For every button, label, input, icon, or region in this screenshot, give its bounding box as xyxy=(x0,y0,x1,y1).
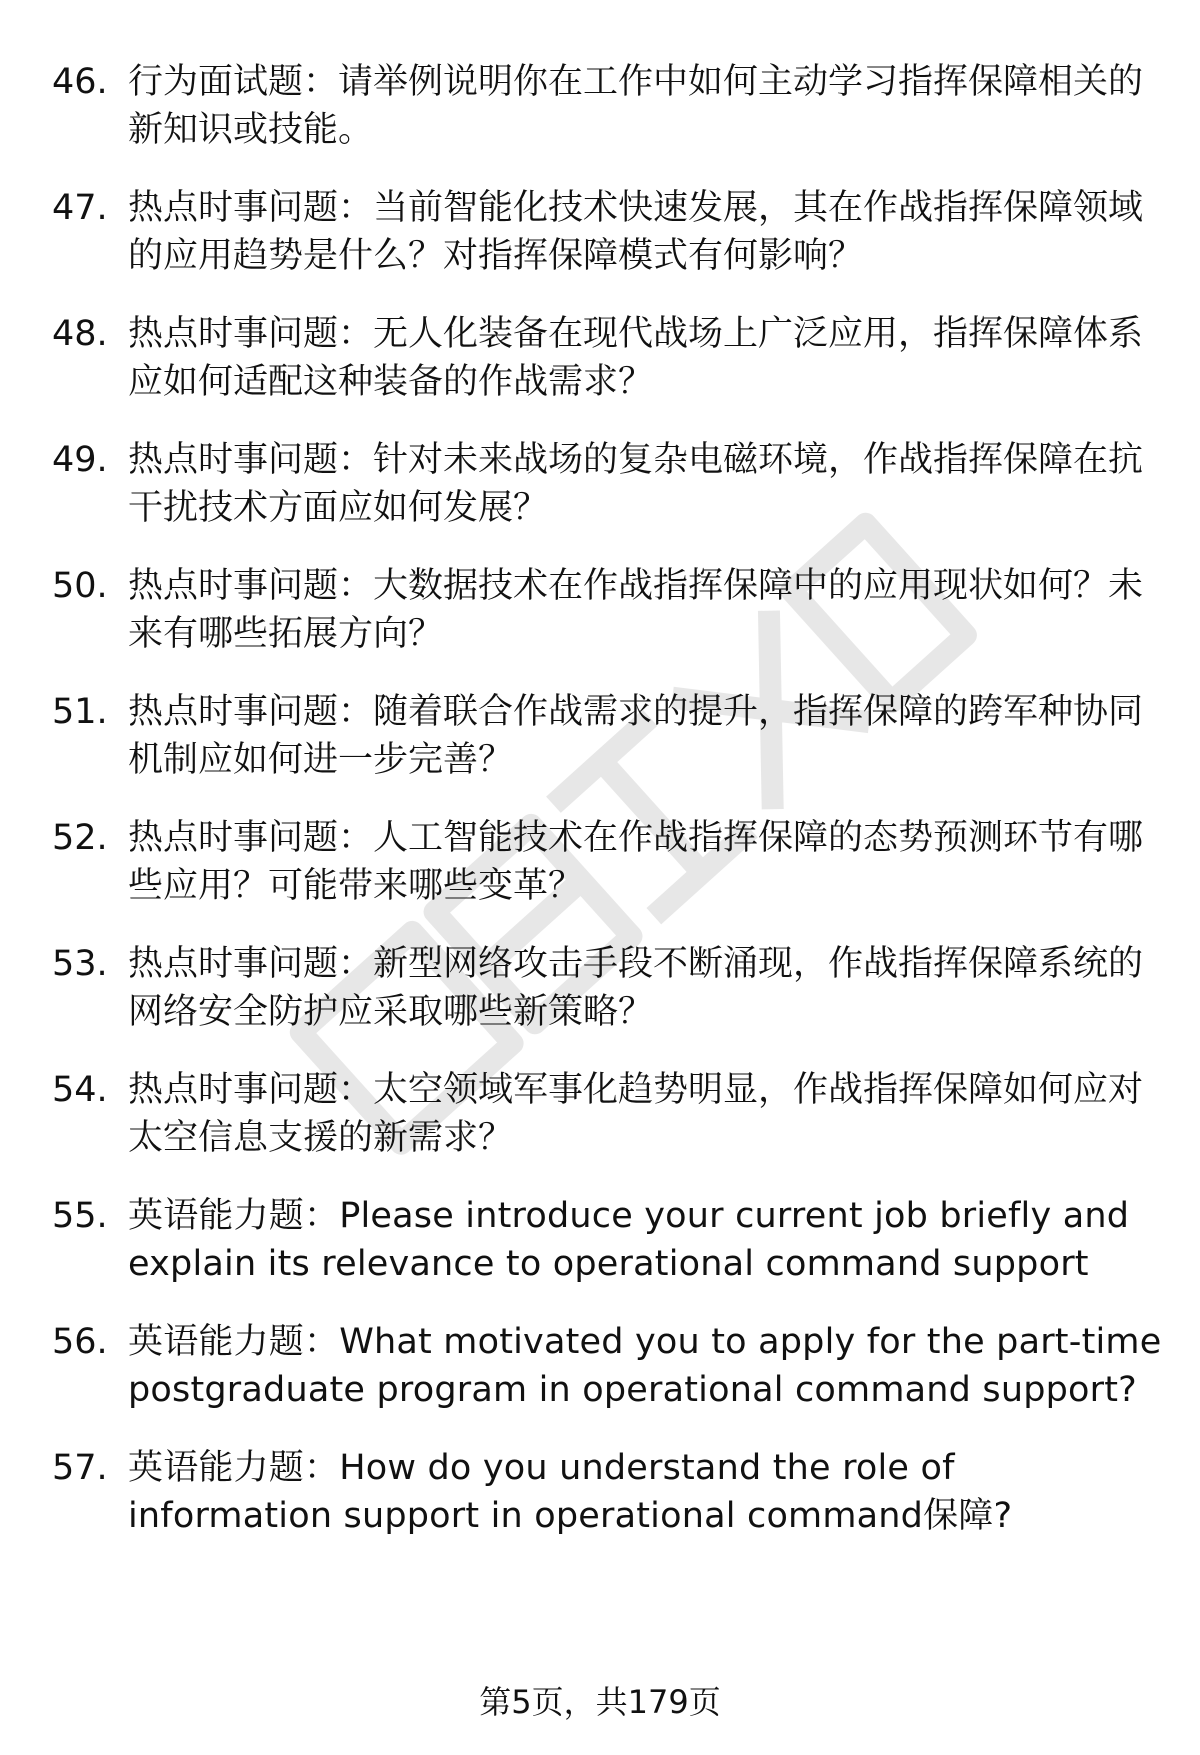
page-number-footer: 第5页，共179页 xyxy=(479,1683,721,1721)
question-text: 热点时事问题：针对未来战场的复杂电磁环境，作战指挥保障在抗干扰技术方面应如何发展？ xyxy=(128,440,1144,528)
question-text: 热点时事问题：随着联合作战需求的提升，指挥保障的跨军种协同机制应如何进一步完善？ xyxy=(128,692,1144,780)
question-number: 51. xyxy=(52,692,108,732)
question-text: 热点时事问题：无人化装备在现代战场上广泛应用，指挥保障体系应如何适配这种装备的作战需求？ xyxy=(128,314,1144,402)
question-item xyxy=(52,940,1162,1036)
question-item xyxy=(52,1192,1162,1288)
question-list xyxy=(52,58,1162,1570)
question-text: 热点时事问题：当前智能化技术快速发展，其在作战指挥保障领域的应用趋势是什么？对指挥保障模式有何影响？ xyxy=(128,188,1144,276)
question-item xyxy=(52,814,1162,910)
question-text: 热点时事问题：太空领域军事化趋势明显，作战指挥保障如何应对太空信息支援的新需求？ xyxy=(128,1070,1144,1158)
question-item xyxy=(52,58,1162,154)
question-text: 英语能力题：Please introduce your current job briefly and explain its relevance to operational command support xyxy=(128,1196,1130,1284)
question-number: 49. xyxy=(52,440,108,480)
question-number: 52. xyxy=(52,818,108,858)
question-text: 热点时事问题：人工智能技术在作战指挥保障的态势预测环节有哪些应用？可能带来哪些变革？ xyxy=(128,818,1144,906)
question-item xyxy=(52,1066,1162,1162)
question-text: 英语能力题：How do you understand the role of information support in operational command保障? xyxy=(128,1448,1013,1536)
question-number: 48. xyxy=(52,314,108,354)
question-number: 46. xyxy=(52,62,108,102)
question-item xyxy=(52,562,1162,658)
question-item xyxy=(52,688,1162,784)
question-number: 53. xyxy=(52,944,108,984)
question-item xyxy=(52,1318,1162,1414)
question-number: 50. xyxy=(52,566,108,606)
question-number: 57. xyxy=(52,1448,108,1488)
question-item xyxy=(52,436,1162,532)
question-text: 行为面试题：请举例说明你在工作中如何主动学习指挥保障相关的新知识或技能。 xyxy=(128,62,1144,150)
question-number: 47. xyxy=(52,188,108,228)
question-item xyxy=(52,1444,1162,1540)
question-item xyxy=(52,184,1162,280)
question-text: 热点时事问题：大数据技术在作战指挥保障中的应用现状如何？未来有哪些拓展方向？ xyxy=(128,566,1144,654)
question-number: 55. xyxy=(52,1196,108,1236)
question-item xyxy=(52,310,1162,406)
question-number: 54. xyxy=(52,1070,108,1110)
question-number: 56. xyxy=(52,1322,108,1362)
question-text: 英语能力题：What motivated you to apply for the part-time postgraduate program in operational command support? xyxy=(128,1322,1162,1410)
question-text: 热点时事问题：新型网络攻击手段不断涌现，作战指挥保障系统的网络安全防护应采取哪些新策略？ xyxy=(128,944,1144,1032)
